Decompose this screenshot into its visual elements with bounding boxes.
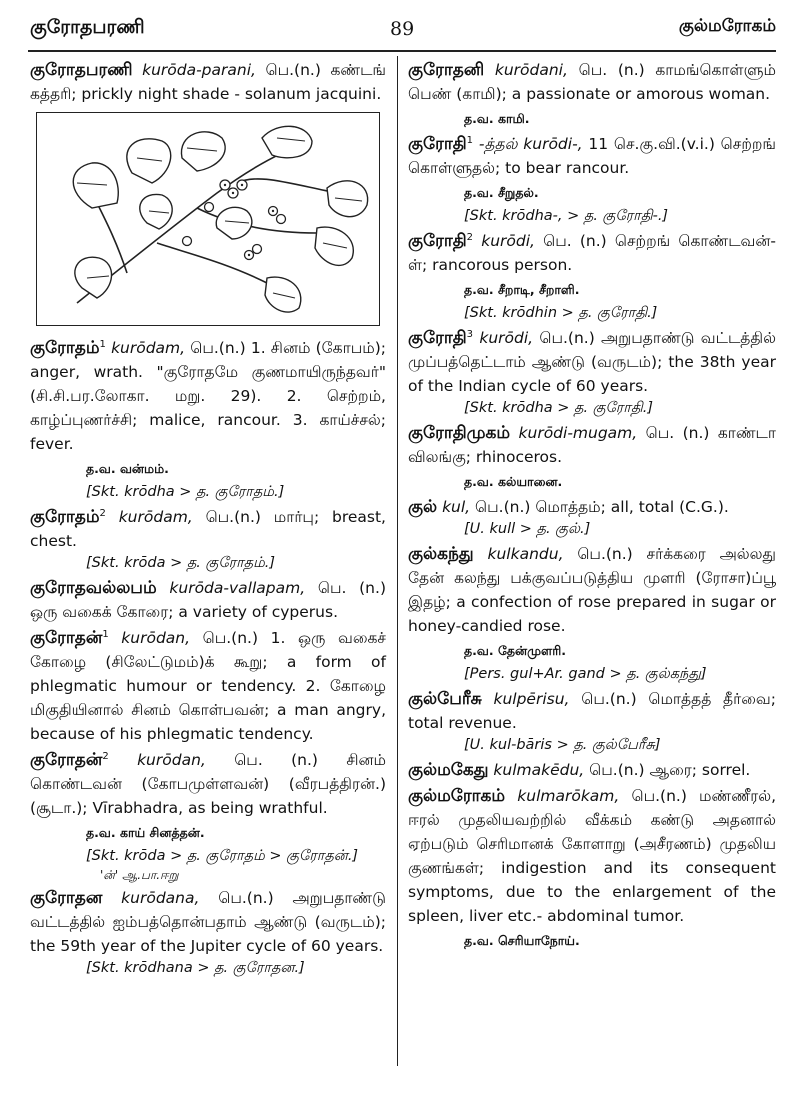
- headword: குரோதம்: [30, 338, 100, 358]
- transliteration: kul,: [442, 498, 471, 516]
- dictionary-entry: [30, 576, 386, 624]
- homograph-number: 1: [466, 134, 474, 146]
- transliteration: kurōda-parani,: [142, 61, 256, 79]
- headword: குரோதனி: [408, 60, 485, 80]
- transliteration: kurōdan,: [121, 629, 191, 647]
- plant-illustration: [36, 112, 380, 326]
- headword: குரோதவல்லபம்: [30, 578, 157, 598]
- definition-text: பெ.(n.) ஆரை; sorrel.: [589, 761, 751, 779]
- entry-body: [408, 326, 776, 398]
- dictionary-entry: [408, 326, 776, 419]
- left-entries-top: [30, 58, 386, 106]
- dictionary-entry: [408, 132, 776, 227]
- transliteration: kulkandu,: [487, 545, 564, 563]
- header-rule: [28, 50, 776, 52]
- tamil-equivalent-note: த.வ. காய் சினத்தன்.: [86, 825, 205, 840]
- transliteration: kurōdi,: [481, 232, 535, 250]
- definition-text: பெ. (n.) காண்டா விலங்கு; rhinoceros.: [408, 424, 776, 466]
- headword: குரோதன்: [30, 628, 103, 648]
- entry-body: [30, 336, 386, 456]
- etymology-note: [Skt. krōda > த. குரோதம் > குரோதன்.]: [86, 848, 359, 864]
- header-last-word: குல்மரோகம்: [678, 16, 776, 36]
- transliteration: kurōdam,: [111, 339, 186, 357]
- column-divider: [397, 56, 398, 1066]
- headword: குரோதன: [30, 888, 103, 908]
- transliteration: kulpērisu,: [493, 690, 570, 708]
- etymology-note: [Pers. gul+Ar. gand > த. குல்கந்து]: [464, 666, 707, 682]
- transliteration: kurōdi-mugam,: [518, 424, 638, 442]
- entry-body: [30, 886, 386, 958]
- tamil-equivalent-note: த.வ. செரியாநோய்.: [464, 933, 580, 948]
- page-number: 89: [390, 18, 415, 40]
- headword: குரோதம்: [30, 507, 100, 527]
- definition-text: பெ.(n.) 1. சினம் (கோபம்); anger, wrath. "குரோதமே குணமாயிருந்தவர்" (சி.சி.பர.லோகா. மறு. 29). 2. செற்றம், காழ்ப்புணர்ச்சி; malice, rancour. 3. காய்ச்சல்; fever.: [30, 339, 386, 453]
- page-header: [30, 12, 776, 46]
- definition-text: பெ.(n.) மண்ணீரல், ஈரல் முதலியவற்றில் வீக்கம் கண்டு அதனால் ஏற்படும் செரிமானக் கோளாறு (அசீரணம்) முதலிய குணங்கள்; indigestion and its consequent symptoms, due to the enlargement of the spleen, liver etc.- abdominal tumor.: [408, 787, 776, 925]
- dictionary-entry: [30, 505, 386, 574]
- transliteration: kurōdan,: [137, 751, 206, 769]
- headword: குல்கந்து: [408, 544, 474, 564]
- headword: குரோதி: [408, 328, 467, 348]
- definition-text: பெ. (n.) ஒரு வகைக் கோரை; a variety of cyperus.: [30, 579, 386, 621]
- transliteration: kulmarōkam,: [517, 787, 620, 805]
- entry-body: [30, 505, 386, 553]
- dictionary-entry: [30, 748, 386, 884]
- headword: குரோதன்: [30, 750, 103, 770]
- dictionary-entry: [408, 229, 776, 324]
- etymology-note: [Skt. krōdha-, > த. குரோதி-.]: [464, 208, 669, 224]
- headword: குல்பேரீசு: [408, 689, 482, 709]
- header-first-word: குரோதபரணி: [30, 16, 145, 38]
- definition-text: பெ. (n.) காமங்கொள்ளும் பெண் (காமி); a passionate or amorous woman.: [408, 61, 776, 103]
- dictionary-entry: [408, 758, 776, 782]
- etymology-note: [Skt. krōdha > த. குரோதம்.]: [86, 484, 285, 500]
- entry-body: [408, 229, 776, 277]
- definition-text: பெ.(n.) அறுபதாண்டு வட்டத்தில் முப்பத்தெட்டாம் ஆண்டு (வருடம்); the 38th year of the Indian cycle of 60 years.: [408, 329, 776, 395]
- transliteration: kurōda-vallapam,: [169, 579, 306, 597]
- entry-body: [408, 495, 776, 519]
- definition-text: பெ.(n.) மொத்தம்; all, total (C.G.).: [475, 498, 729, 516]
- etymology-note: [Skt. krōdha > த. குரோதி.]: [464, 400, 654, 416]
- homograph-number: 1: [99, 338, 106, 350]
- entry-body: [408, 421, 776, 469]
- left-entries-bottom: [30, 336, 386, 979]
- headword: குரோதி: [408, 134, 467, 154]
- dictionary-entry: [408, 784, 776, 951]
- headword: குல்: [408, 497, 438, 517]
- dictionary-entry: [408, 58, 776, 129]
- entry-body: [408, 758, 776, 782]
- entry-body: [30, 626, 386, 746]
- dictionary-entry: [30, 336, 386, 503]
- definition-text: பெ.(n.) 1. ஒரு வகைச் கோழை (சிலேட்டுமம்)க் கூறு; a form of phlegmatic humour or tendency. 2. கோழை மிகுதியினால் சினம் கொள்பவன்; a man angry, because of his phlegmatic tendency.: [30, 629, 386, 743]
- definition-text: பெ. (n.) செற்றங் கொண்டவன்-ள்; rancorous person.: [408, 232, 776, 274]
- dictionary-entry: [30, 58, 386, 106]
- homograph-number: 2: [99, 507, 106, 519]
- etymology-note: [Skt. krōda > த. குரோதம்.]: [86, 555, 276, 571]
- homograph-number: 2: [102, 750, 109, 762]
- etymology-note: [U. kull > த. குல்.]: [464, 521, 591, 537]
- entry-body: [408, 687, 776, 735]
- transliteration: kurōdani,: [494, 61, 568, 79]
- transliteration: kulmakēdu,: [493, 761, 585, 779]
- tamil-equivalent-note: த.வ. சீறாடி, சீறாளி.: [464, 282, 580, 297]
- nightshade-drawing: [37, 113, 379, 325]
- dictionary-entry: [408, 421, 776, 492]
- tamil-equivalent-note: த.வ. கல்யானை.: [464, 474, 563, 489]
- left-column: [30, 58, 386, 981]
- headword: குரோதிமுகம்: [408, 423, 511, 443]
- etymology-note: [Skt. krōdhin > த. குரோதி.]: [464, 305, 658, 321]
- entry-body: [30, 576, 386, 624]
- dictionary-entry: [408, 495, 776, 540]
- definition-text: பெ.(n.) மார்பு; breast, chest.: [30, 508, 386, 550]
- headword: குல்மரோகம்: [408, 786, 506, 806]
- dictionary-entry: [408, 542, 776, 685]
- homograph-number: 1: [102, 628, 109, 640]
- entry-body: [408, 784, 776, 928]
- headword: குல்மகேது: [408, 760, 489, 780]
- dictionary-entry: [408, 687, 776, 756]
- dictionary-entry: [30, 626, 386, 746]
- definition-text: பெ.(n.) சர்க்கரை அல்லது தேன் கலந்து பக்குவப்படுத்திய முளரி (ரோசா)ப்பூ இதழ்; a confection of rose prepared in sugar or honey-candied rose.: [408, 545, 776, 635]
- tamil-equivalent-note: த.வ. தேன்முளரி.: [464, 643, 566, 658]
- entry-body: [408, 132, 776, 180]
- definition-text: பெ.(n.) கண்டங் கத்தரி; prickly night shade - solanum jacquini.: [30, 61, 386, 103]
- transliteration: kurōdi,: [479, 329, 534, 347]
- headword: குரோதபரணி: [30, 60, 133, 80]
- homograph-number: 3: [466, 328, 474, 340]
- entry-body: [408, 542, 776, 638]
- tamil-equivalent-note: த.வ. காமி.: [464, 111, 530, 126]
- transliteration: -த்தல் kurōdi-,: [478, 135, 583, 153]
- transliteration: kurōdana,: [121, 889, 200, 907]
- definition-text: 11 செ.கு.வி.(v.i.) செற்றங் கொள்ளுதல்; to bear rancour.: [408, 135, 776, 177]
- transliteration: kurōdam,: [118, 508, 193, 526]
- right-column: [408, 58, 776, 954]
- tamil-equivalent-note: த.வ. வன்மம்.: [86, 461, 169, 476]
- entry-body: [30, 748, 386, 820]
- headword: குரோதி: [408, 231, 467, 251]
- definition-text: பெ. (n.) சினம் கொண்டவன் (கோபமுள்ளவன்) (வீரபத்திரன்.) (சூடா.); Vīrabhadra, as being wrathful.: [30, 751, 386, 817]
- tamil-equivalent-note: த.வ. சீறுதல்.: [464, 185, 539, 200]
- homograph-number: 2: [466, 231, 474, 243]
- etymology-note: [Skt. krōdhana > த. குரோதன.]: [86, 960, 305, 976]
- entry-body: [30, 58, 386, 106]
- entry-body: [408, 58, 776, 106]
- dictionary-entry: [30, 886, 386, 979]
- etymology-note: [U. kul-bāris > த. குல்பேரீசு]: [464, 737, 661, 753]
- definition-text: பெ.(n.) மொத்தத் தீர்வை; total revenue.: [408, 690, 776, 732]
- definition-text: பெ.(n.) அறுபதாண்டு வட்டத்தில் ஐம்பத்தொன்பதாம் ஆண்டு (வருடம்); the 59th year of the Jupiter cycle of 60 years.: [30, 889, 386, 955]
- grammar-subnote: 'ன்' ஆ.பா.ஈறு: [100, 868, 179, 882]
